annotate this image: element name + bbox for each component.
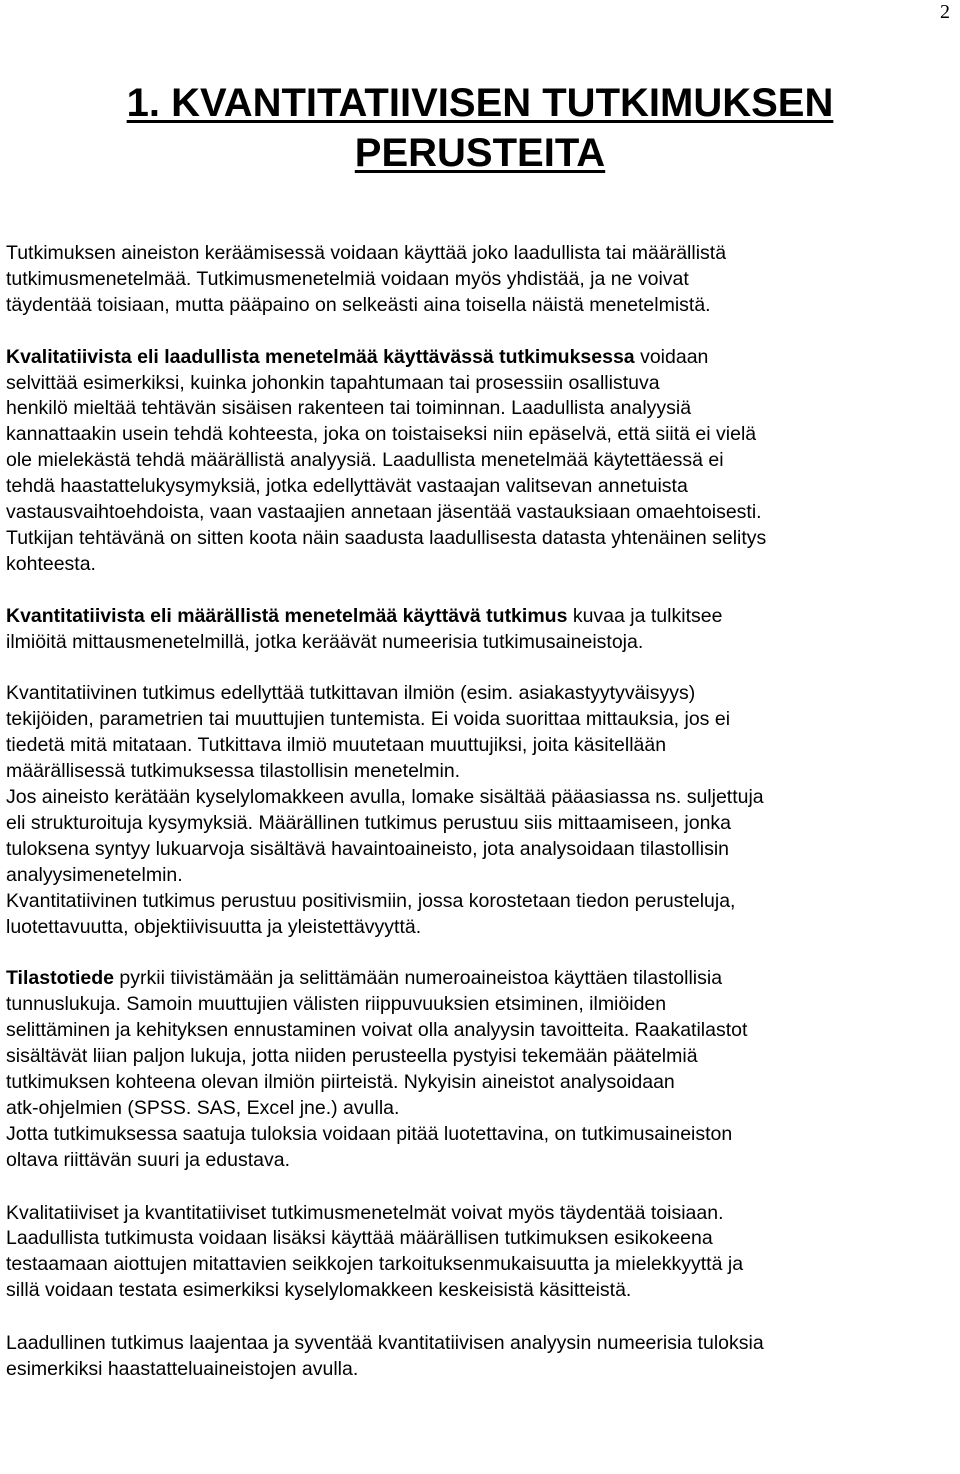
qualitative-paragraph — [6, 345, 946, 578]
requirements-paragraph — [6, 681, 946, 940]
qualitative-term: Kvalitatiivista eli laadullista menetelmää käyttävässä tutkimuksessa — [6, 345, 635, 368]
text-run: pyrkii tiivistämään ja selittämään numeroaineistoa käyttäen tilastollisia — [114, 967, 723, 990]
text-line: sisältävät liian paljon lukuja, jotta niiden perusteella pystyisi tekemään päätelmiä — [6, 1045, 698, 1068]
page-title-line-1: 1. KVANTITATIIVISEN TUTKIMUKSEN — [126, 81, 834, 125]
text-line: kannattaakin usein tehdä kohteesta, joka on toistaiseksi niin epäselvä, että siitä ei vielä — [6, 423, 757, 446]
text-line: ilmiöitä mittausmenetelmillä, jotka keräävät numeerisia tutkimusaineistoja. — [6, 630, 644, 653]
text-line: tutkimuksen kohteena olevan ilmiön piirteistä. Nykyisin aineistot analysoidaan — [6, 1070, 675, 1093]
text-line: määrällisessä tutkimuksessa tilastollisin menetelmin. — [6, 760, 461, 783]
text-line: tutkimusmenetelmää. Tutkimusmenetelmiä voidaan myös yhdistää, ja ne voivat — [6, 267, 689, 290]
text-line: tunnuslukuja. Samoin muuttujien välisten riippuvuuksien etsiminen, ilmiöiden — [6, 993, 667, 1016]
text-line: selittäminen ja kehityksen ennustaminen voivat olla analyysin tavoitteita. Raakatilastot — [6, 1019, 748, 1042]
text-line — [6, 604, 946, 630]
text-line: Laadullista tutkimusta voidaan lisäksi käyttää määrällisen tutkimuksen esikokeena — [6, 1227, 713, 1250]
text-line: esimerkiksi haastatteluaineistojen avulla. — [6, 1358, 359, 1381]
page-number: 2 — [940, 1, 950, 23]
text-line: eli strukturoituja kysymyksiä. Määrällinen tutkimus perustuu siis mittaamiseen, jonka — [6, 811, 732, 834]
text-line: vastausvaihtoehdoista, vaan vastaajien annetaan jäsentää vastauksiaan omaehtoisesti. — [6, 501, 762, 524]
text-line: sillä voidaan testata esimerkiksi kyselylomakkeen keskeisistä käsitteistä. — [6, 1279, 632, 1302]
closing-paragraph — [6, 1331, 946, 1383]
text-line: Jotta tutkimuksessa saatuja tuloksia voidaan pitää luotettavina, on tutkimusaineiston — [6, 1122, 733, 1145]
text-line: Tutkimuksen aineiston keräämisessä voidaan käyttää joko laadullista tai määrällistä — [6, 242, 727, 264]
text-line: Kvantitatiivinen tutkimus perustuu positivismiin, jossa korostetaan tiedon perusteluja, — [6, 889, 736, 912]
text-line: testaamaan aiottujen mitattavien seikkojen tarkoituksenmukaisuutta ja mielekkyyttä ja — [6, 1253, 744, 1276]
text-line: Kvalitatiiviset ja kvantitatiiviset tutkimusmenetelmät voivat myös täydentää toisiaan. — [6, 1201, 724, 1224]
text-line: Tutkijan tehtävänä on sitten koota näin saadusta laadullisesta datasta yhtenäinen selitys — [6, 526, 767, 549]
text-line: analyysimenetelmin. — [6, 863, 183, 886]
text-line: oltava riittävän suuri ja edustava. — [6, 1148, 290, 1171]
text-line: kohteesta. — [6, 552, 96, 575]
text-line — [6, 345, 946, 371]
quantitative-term: Kvantitatiivista eli määrällistä menetelmää käyttävä tutkimus — [6, 604, 568, 627]
text-line: ole mielekästä tehdä määrällistä analyysiä. Laadullista menetelmää käytettäessä ei — [6, 449, 724, 472]
text-line: tiedetä mitä mitataan. Tutkittava ilmiö muutetaan muuttujiksi, joita käsitellään — [6, 734, 667, 757]
text-line: henkilö mieltää tehtävän sisäisen rakenteen tai toiminnan. Laadullista analyysiä — [6, 397, 692, 420]
statistics-term: Tilastotiede — [6, 967, 115, 990]
text-line: täydentää toisiaan, mutta pääpaino on selkeästi aina toisella näistä menetelmistä. — [6, 293, 711, 316]
intro-paragraph — [6, 241, 946, 319]
text-line: tekijöiden, parametrien tai muuttujien tuntemista. Ei voida suorittaa mittauksia, jos ei — [6, 708, 731, 731]
page-title — [0, 78, 960, 178]
text-line: tehdä haastattelukysymyksiä, jotka edellyttävät vastaajan valitsevan annetuista — [6, 475, 688, 498]
text-line: Laadullinen tutkimus laajentaa ja syventää kvantitatiivisen analyysin numeerisia tuloksia — [6, 1332, 764, 1355]
text-run: kuvaa ja tulkitsee — [567, 604, 723, 627]
quantitative-paragraph — [6, 604, 946, 656]
text-run: voidaan — [634, 345, 709, 368]
document-body — [6, 241, 946, 1383]
text-line: Jos aineisto kerätään kyselylomakkeen avulla, lomake sisältää pääasiassa ns. suljettuja — [6, 785, 764, 808]
text-line: tuloksena syntyy lukuarvoja sisältävä havaintoaineisto, jota analysoidaan tilastollisin — [6, 837, 729, 860]
text-line: luotettavuutta, objektiivisuutta ja yleistettävyyttä. — [6, 915, 422, 938]
text-line: Kvantitatiivinen tutkimus edellyttää tutkittavan ilmiön (esim. asiakastyytyväisyys) — [6, 682, 696, 705]
text-line: selvittää esimerkiksi, kuinka johonkin tapahtumaan tai prosessiin osallistuva — [6, 371, 660, 394]
text-line: atk-ohjelmien (SPSS. SAS, Excel jne.) avulla. — [6, 1096, 400, 1119]
complement-paragraph — [6, 1201, 946, 1305]
page-title-line-2: PERUSTEITA — [354, 131, 606, 175]
statistics-paragraph — [6, 966, 946, 1173]
text-line — [6, 966, 946, 992]
